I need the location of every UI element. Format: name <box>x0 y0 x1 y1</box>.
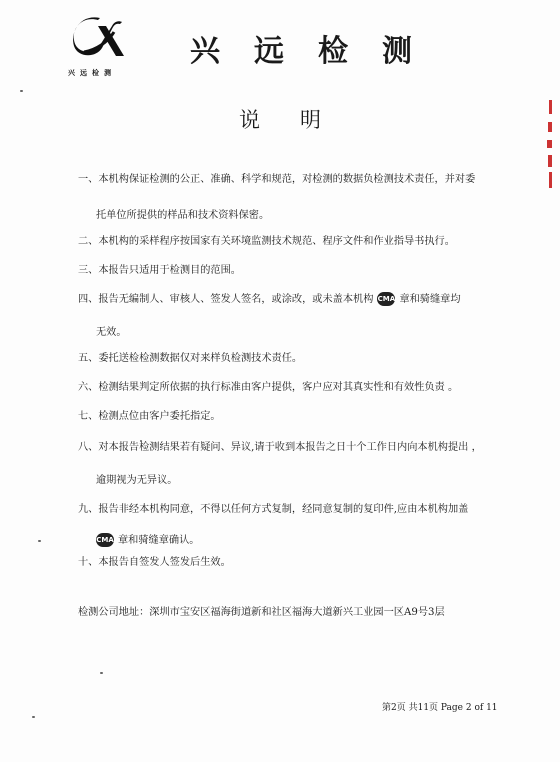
list-item: 八、对本报告检测结果若有疑问、异议,请于收到本报告之日十个工作日内向本机构提出 ， <box>78 442 482 453</box>
list-item: 七、检测点位由客户委托指定。 <box>78 411 221 422</box>
stamp-edge-mark <box>549 172 552 188</box>
list-item-continuation <box>96 531 200 547</box>
list-item: 二、本机构的采样程序按国家有关环境监测技术规范、程序文件和作业指导书执行。 <box>78 236 455 247</box>
list-item <box>78 292 518 307</box>
company-address: 检测公司地址：深圳市宝安区福海街道新和社区福海大道新兴工业园一区A9号3层 <box>78 607 445 618</box>
list-item: 一、本机构保证检测的公正、准确、科学和规范，对检测的数据负检测技术责任，并对委 <box>78 174 476 185</box>
cma-seal-icon: CMA <box>96 533 114 547</box>
company-logo <box>68 12 130 68</box>
stamp-edge-mark <box>547 140 552 148</box>
stamp-edge-mark <box>548 122 552 132</box>
cma-seal-icon: CMA <box>377 292 395 306</box>
list-item: 九、报告非经本机构同意，不得以任何方式复制，经同意复制的复印件,应由本机构加盖 <box>78 504 469 515</box>
list-item-text: 章和骑缝章确认。 <box>118 535 200 546</box>
scan-speck <box>140 440 142 442</box>
list-item-continuation: 无效。 <box>96 327 127 338</box>
scan-speck <box>100 672 103 674</box>
list-item: 六、检测结果判定所依据的执行标准由客户提供，客户应对其真实性和有效性负责 。 <box>78 382 459 393</box>
list-item-continuation: 逾期视为无异议。 <box>96 475 178 486</box>
list-item: 三、本报告只适用于检测目的范围。 <box>78 265 241 276</box>
scan-speck <box>38 540 41 542</box>
logo-caption: 兴远检测 <box>68 68 116 77</box>
list-item: 十、本报告自签发人签发后生效。 <box>78 557 231 568</box>
list-item-text: 四、报告无编制人、审核人、签发人签名，或涂改，或未盖本机构 <box>78 294 374 305</box>
list-item-continuation: 托单位所提供的样品和技术资料保密。 <box>96 210 270 221</box>
page-number: 第2页 共11页 Page 2 of 11 <box>382 703 498 713</box>
company-name: 兴远检测 <box>190 34 446 69</box>
list-item-text: 章和骑缝章均 <box>399 294 461 305</box>
logo-icon <box>68 12 130 62</box>
stamp-edge-mark <box>549 100 552 114</box>
page-title: 说明 <box>239 108 361 132</box>
scan-speck <box>20 90 23 92</box>
stamp-edge-mark <box>548 155 552 167</box>
scan-speck <box>32 716 35 718</box>
list-item: 五、委托送检检测数据仅对来样负检测技术责任。 <box>78 353 303 364</box>
